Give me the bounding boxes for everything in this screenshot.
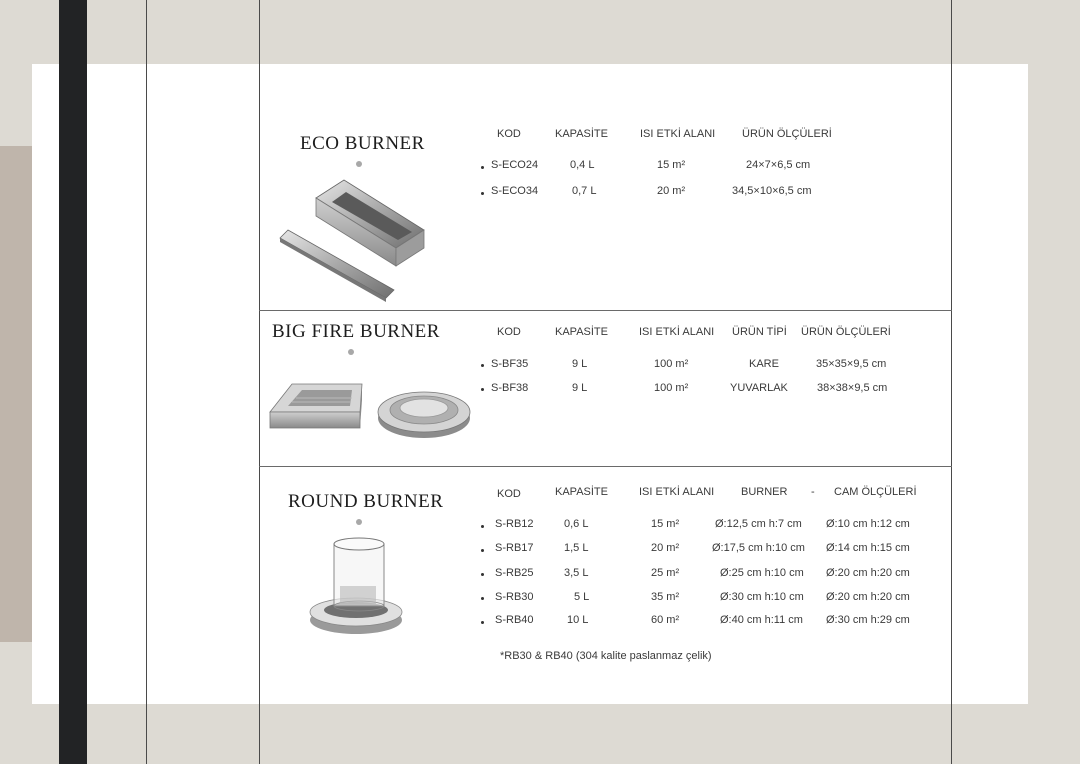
bigfire-row2-kod: S-BF38 bbox=[491, 382, 529, 394]
bigfire-row1-isi: 100 m² bbox=[654, 358, 689, 370]
bigfire-header-kapasite: KAPASİTE bbox=[555, 326, 608, 338]
bigfire-header-olculer: ÜRÜN ÖLÇÜLERİ bbox=[801, 326, 891, 338]
bigfire-header-kod: KOD bbox=[497, 326, 521, 338]
round-row4-burner: Ø:30 cm h:10 cm bbox=[720, 591, 804, 603]
eco-row2-olcu: 34,5×10×6,5 cm bbox=[732, 185, 812, 197]
bigfire-row1-olcu: 35×35×9,5 cm bbox=[816, 358, 887, 370]
eco-row1-kapasite: 0,4 L bbox=[570, 159, 595, 171]
round-header-dash: - bbox=[811, 486, 815, 498]
round-row3-cam: Ø:20 cm h:20 cm bbox=[826, 567, 910, 579]
eco-header-kod: KOD bbox=[497, 128, 521, 140]
round-row-bullet bbox=[481, 525, 484, 528]
bigfire-row2-kapasite: 9 L bbox=[572, 382, 588, 394]
bigfire-burner-image bbox=[266, 382, 476, 440]
round-row5-kod: S-RB40 bbox=[495, 614, 534, 626]
round-row1-burner: Ø:12,5 cm h:7 cm bbox=[715, 518, 802, 530]
eco-header-kapasite: KAPASİTE bbox=[555, 128, 608, 140]
eco-burner-image bbox=[276, 178, 426, 306]
round-row2-burner: Ø:17,5 cm h:10 cm bbox=[712, 542, 805, 554]
round-row1-cam: Ø:10 cm h:12 cm bbox=[826, 518, 910, 530]
round-row2-isi: 20 m² bbox=[651, 542, 680, 554]
eco-row2-isi: 20 m² bbox=[657, 185, 686, 197]
dark-vertical-bar bbox=[59, 0, 87, 764]
round-header-burner: BURNER bbox=[741, 486, 788, 498]
round-row3-burner: Ø:25 cm h:10 cm bbox=[720, 567, 804, 579]
round-row3-kapasite: 3,5 L bbox=[564, 567, 589, 579]
bigfire-row2-isi: 100 m² bbox=[654, 382, 689, 394]
eco-row-bullet bbox=[481, 166, 484, 169]
bigfire-row-bullet bbox=[481, 364, 484, 367]
round-row1-isi: 15 m² bbox=[651, 518, 680, 530]
round-header-kapasite: KAPASİTE bbox=[555, 486, 608, 498]
round-burner-image bbox=[306, 536, 406, 640]
bigfire-header-isi: ISI ETKİ ALANI bbox=[639, 326, 715, 338]
round-row4-kapasite: 5 L bbox=[574, 591, 590, 603]
bigfire-burner-title: BIG FIRE BURNER bbox=[272, 321, 440, 342]
round-row-bullet bbox=[481, 573, 484, 576]
eco-title-dot bbox=[356, 161, 362, 167]
round-row1-kod: S-RB12 bbox=[495, 518, 534, 530]
bigfire-title-dot bbox=[348, 349, 354, 355]
bigfire-row1-kapasite: 9 L bbox=[572, 358, 588, 370]
round-row2-kapasite: 1,5 L bbox=[564, 542, 589, 554]
round-row-bullet bbox=[481, 549, 484, 552]
round-row4-cam: Ø:20 cm h:20 cm bbox=[826, 591, 910, 603]
round-burner-title: ROUND BURNER bbox=[288, 491, 444, 512]
round-header-isi: ISI ETKİ ALANI bbox=[639, 486, 715, 498]
round-header-kod: KOD bbox=[497, 488, 521, 500]
eco-burner-title: ECO BURNER bbox=[300, 133, 425, 154]
round-row3-kod: S-RB25 bbox=[495, 567, 534, 579]
round-row5-cam: Ø:30 cm h:29 cm bbox=[826, 614, 910, 626]
round-title-dot bbox=[356, 519, 362, 525]
bigfire-row2-olcu: 38×38×9,5 cm bbox=[817, 382, 888, 394]
round-row-bullet bbox=[481, 621, 484, 624]
section-divider-1 bbox=[259, 310, 952, 311]
vertical-rule-content bbox=[259, 0, 260, 764]
bigfire-row-bullet bbox=[481, 388, 484, 391]
vertical-rule-left bbox=[146, 0, 147, 764]
round-row-bullet bbox=[481, 597, 484, 600]
vertical-rule-right bbox=[951, 0, 952, 764]
eco-row1-isi: 15 m² bbox=[657, 159, 686, 171]
bigfire-header-tip: ÜRÜN TİPİ bbox=[732, 326, 787, 338]
eco-row2-kod: S-ECO34 bbox=[491, 185, 539, 197]
bigfire-row1-tip: KARE bbox=[749, 358, 779, 370]
round-row5-burner: Ø:40 cm h:11 cm bbox=[720, 614, 803, 626]
bigfire-row1-kod: S-BF35 bbox=[491, 358, 529, 370]
round-row5-kapasite: 10 L bbox=[567, 614, 589, 626]
eco-row1-kod: S-ECO24 bbox=[491, 159, 539, 171]
eco-header-olculer: ÜRÜN ÖLÇÜLERİ bbox=[742, 128, 832, 140]
eco-row2-kapasite: 0,7 L bbox=[572, 185, 597, 197]
round-row1-kapasite: 0,6 L bbox=[564, 518, 589, 530]
round-row3-isi: 25 m² bbox=[651, 567, 680, 579]
round-row4-isi: 35 m² bbox=[651, 591, 680, 603]
round-header-cam: CAM ÖLÇÜLERİ bbox=[834, 486, 917, 498]
section-divider-2 bbox=[259, 466, 952, 467]
round-row4-kod: S-RB30 bbox=[495, 591, 534, 603]
material-note: *RB30 & RB40 (304 kalite paslanmaz çelik) bbox=[500, 650, 712, 662]
round-row2-cam: Ø:14 cm h:15 cm bbox=[826, 542, 910, 554]
eco-row1-olcu: 24×7×6,5 cm bbox=[746, 159, 811, 171]
bigfire-row2-tip: YUVARLAK bbox=[730, 382, 788, 394]
eco-row-bullet bbox=[481, 192, 484, 195]
round-row2-kod: S-RB17 bbox=[495, 542, 534, 554]
beige-side-block bbox=[0, 146, 32, 642]
eco-header-isi: ISI ETKİ ALANI bbox=[640, 128, 716, 140]
round-row5-isi: 60 m² bbox=[651, 614, 680, 626]
